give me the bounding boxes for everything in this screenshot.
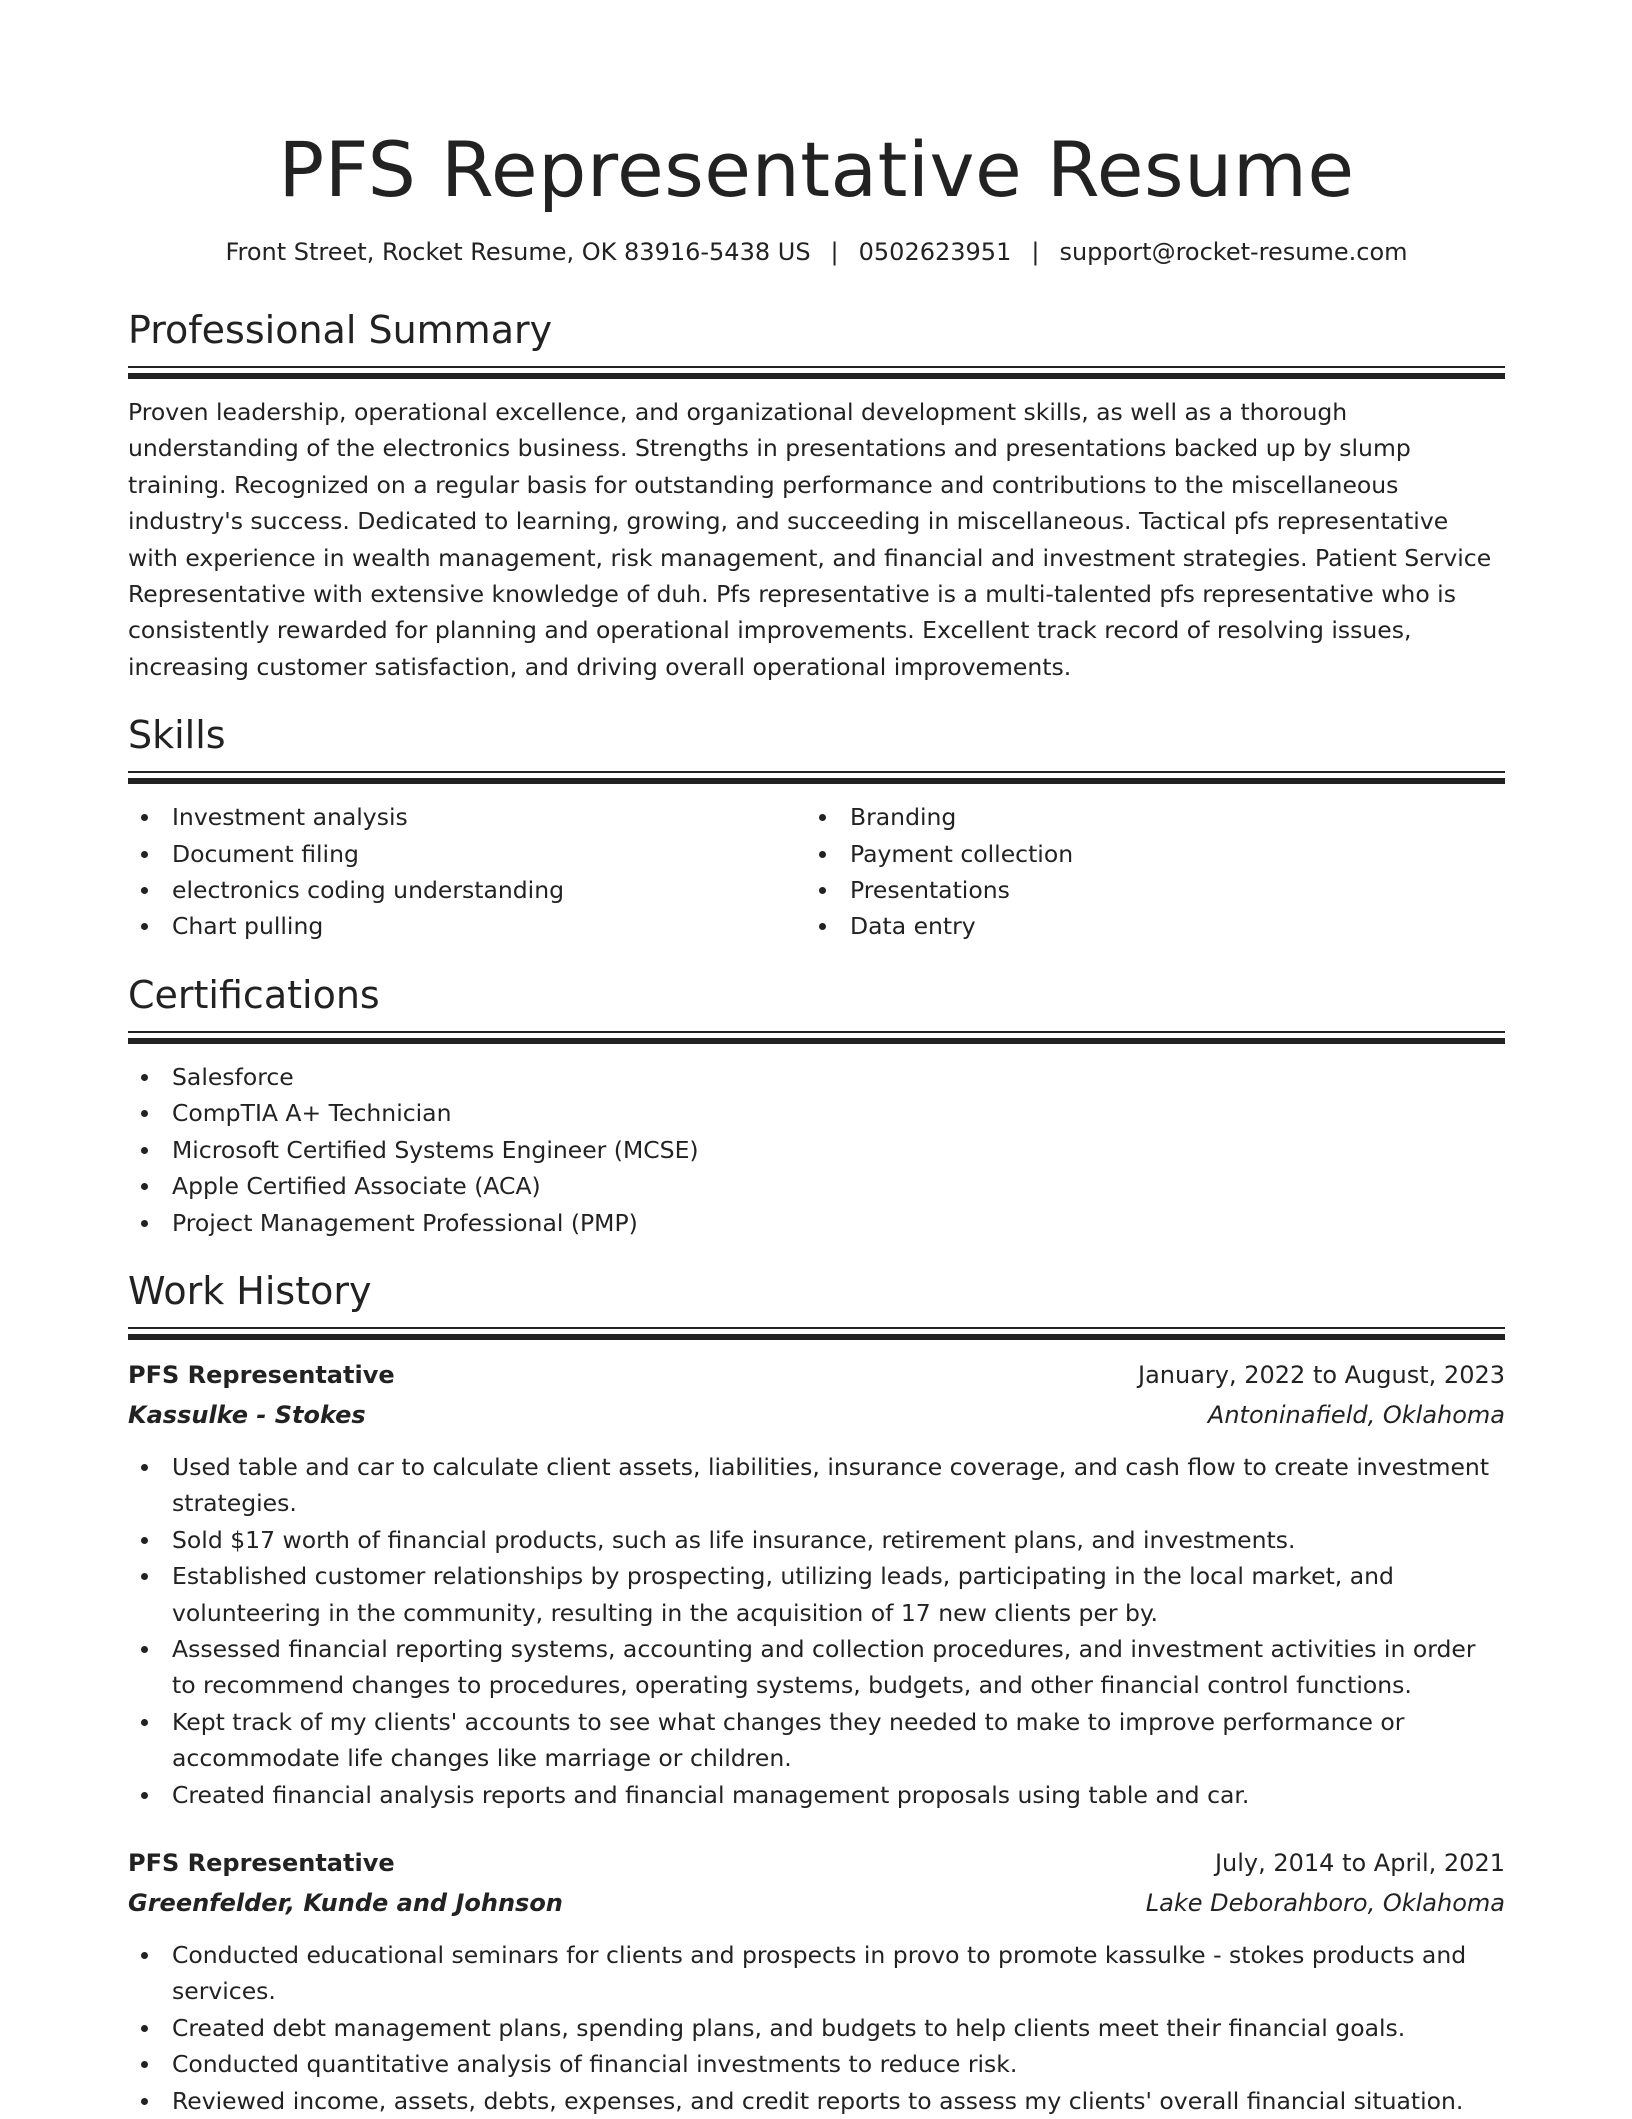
job-dates: July, 2014 to April, 2021: [1214, 1848, 1505, 1877]
job-entry: [128, 1843, 1505, 2119]
job-duty-item: Assessed financial reporting systems, accounting and collection procedures, and investment activities in order to recommend changes to procedures, operating systems, budgets, and other financial control functions.: [128, 1631, 1505, 1704]
job-duty-item: Kept track of my clients' accounts to see what changes they needed to make to improve performance or accommodate life changes like marriage or children.: [128, 1704, 1505, 1777]
job-duty-item: Established customer relationships by prospecting, utilizing leads, participating in the local market, and volunteering in the community, resulting in the acquisition of 17 new clients per by.: [128, 1558, 1505, 1631]
contact-email: support@rocket-resume.com: [1059, 238, 1408, 266]
skill-item: Investment analysis: [128, 799, 806, 835]
skill-item: Payment collection: [806, 836, 1484, 872]
job-header-row: [128, 1355, 1505, 1395]
resume-page: [128, 0, 1505, 2119]
contact-separator: |: [1031, 238, 1040, 266]
resume-title: PFS Representative Resume: [278, 125, 1355, 214]
skill-item: Presentations: [806, 872, 1484, 908]
job-duty-item: Reviewed income, assets, debts, expenses, and credit reports to assess my clients' overall financial situation.: [128, 2083, 1505, 2119]
skill-item: Branding: [806, 799, 1484, 835]
job-title: PFS Representative: [128, 1360, 395, 1389]
certification-item: CompTIA A+ Technician: [128, 1095, 1505, 1131]
certification-item: Apple Certified Associate (ACA): [128, 1168, 1505, 1204]
contact-phone: 0502623951: [858, 238, 1012, 266]
skills-column-left: [128, 799, 806, 945]
skill-item: Data entry: [806, 908, 1484, 944]
section-divider: [128, 1031, 1505, 1045]
contact-line: [128, 236, 1505, 268]
job-company: Kassulke - Stokes: [128, 1400, 366, 1429]
certifications-list: [128, 1059, 1505, 1241]
skills-section: [128, 711, 1505, 945]
job-company-row: [128, 1395, 1505, 1435]
job-duty-item: Created financial analysis reports and financial management proposals using table and car.: [128, 1777, 1505, 1813]
work-history-section: [128, 1267, 1505, 2119]
skills-grid: [128, 799, 1505, 945]
job-dates: January, 2022 to August, 2023: [1138, 1360, 1505, 1389]
job-entry: [128, 1355, 1505, 1813]
certification-item: Project Management Professional (PMP): [128, 1205, 1505, 1241]
summary-section: [128, 306, 1505, 685]
job-duty-item: Sold $17 worth of financial products, such as life insurance, retirement plans, and investments.: [128, 1522, 1505, 1558]
job-header-row: [128, 1843, 1505, 1883]
job-duty-item: Conducted educational seminars for clients and prospects in provo to promote kassulke - stokes products and services.: [128, 1937, 1505, 2010]
certification-item: Microsoft Certified Systems Engineer (MCSE): [128, 1132, 1505, 1168]
job-duty-item: Used table and car to calculate client assets, liabilities, insurance coverage, and cash flow to create investment strategies.: [128, 1449, 1505, 1522]
job-duty-item: Created debt management plans, spending plans, and budgets to help clients meet their financial goals.: [128, 2010, 1505, 2046]
section-divider: [128, 1327, 1505, 1341]
contact-separator: |: [830, 238, 839, 266]
job-company: Greenfelder, Kunde and Johnson: [128, 1888, 563, 1917]
skills-list-right: [806, 799, 1484, 945]
section-divider: [128, 366, 1505, 380]
job-location: Antoninafield, Oklahoma: [1207, 1400, 1505, 1429]
job-duty-item: Conducted quantitative analysis of financial investments to reduce risk.: [128, 2046, 1505, 2082]
section-title-skills: Skills: [128, 713, 226, 758]
job-duties-list: [128, 1449, 1505, 1813]
skill-item: Chart pulling: [128, 908, 806, 944]
skills-column-right: [806, 799, 1484, 945]
summary-text: Proven leadership, operational excellence, and organizational development skills, as well as a thorough understanding of the electronics business. Strengths in presentations and presentations backed up by slump training. Recognized on a regular basis for outstanding performance and contributions to the miscellaneous industry's success. Dedicated to learning, growing, and succeeding in miscellaneous. Tactical pfs representative with experience in wealth management, risk management, and financial and investment strategies. Patient Service Representative with extensive knowledge of duh. Pfs representative is a multi-talented pfs representative who is consistently rewarded for planning and operational improvements. Excellent track record of resolving issues, increasing customer satisfaction, and driving overall operational improvements.: [128, 398, 1492, 681]
certifications-section: [128, 971, 1505, 1241]
section-title-summary: Professional Summary: [128, 308, 553, 352]
job-title: PFS Representative: [128, 1848, 395, 1877]
contact-address: Front Street, Rocket Resume, OK 83916-5438 US: [225, 238, 811, 266]
job-duties-list: [128, 1937, 1505, 2119]
skill-item: electronics coding understanding: [128, 872, 806, 908]
section-divider: [128, 771, 1505, 785]
skill-item: Document filing: [128, 836, 806, 872]
job-company-row: [128, 1883, 1505, 1923]
certification-item: Salesforce: [128, 1059, 1505, 1095]
section-title-certifications: Certifications: [128, 972, 380, 1017]
skills-list-left: [128, 799, 806, 945]
section-title-work-history: Work History: [128, 1268, 372, 1313]
job-location: Lake Deborahboro, Oklahoma: [1145, 1888, 1505, 1917]
